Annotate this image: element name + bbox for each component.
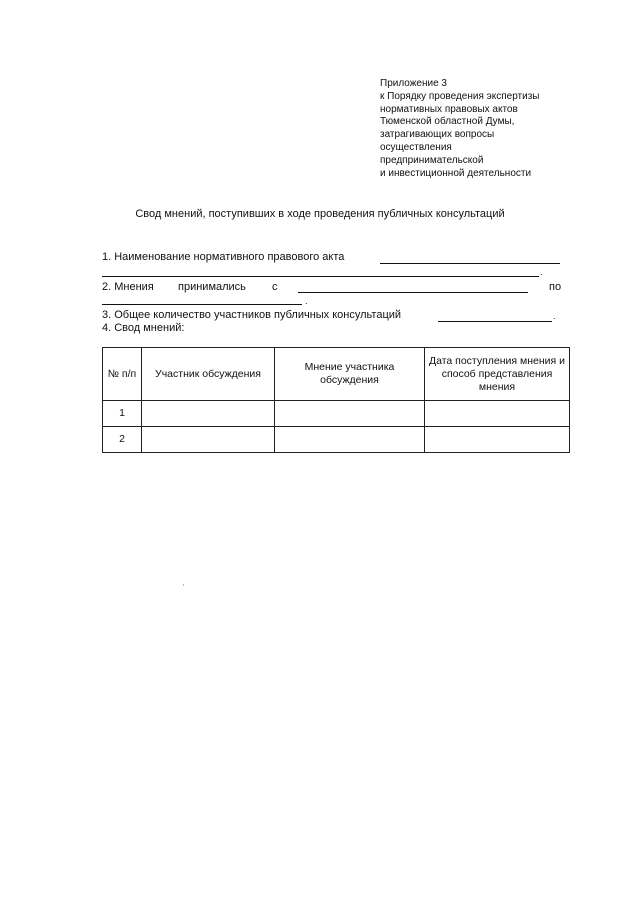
participant-cell[interactable]: [142, 427, 275, 453]
appendix-line: предпринимательской: [380, 154, 484, 166]
item-2-from: с: [272, 281, 278, 293]
row-number: 1: [103, 401, 142, 427]
period-mark: .: [553, 311, 556, 321]
row-number: 2: [103, 427, 142, 453]
opinions-table: [102, 347, 570, 453]
participant-cell[interactable]: [142, 401, 275, 427]
header-participant: Участник обсуждения: [142, 348, 275, 401]
header-opinion: Мнение участника обсуждения: [275, 348, 425, 401]
period-mark: .: [305, 296, 308, 306]
appendix-line: Приложение 3: [380, 78, 447, 89]
appendix-line: и инвестиционной деятельности: [380, 167, 532, 179]
item-4-label: 4. Свод мнений:: [102, 322, 185, 334]
date-to-blank[interactable]: [102, 304, 302, 305]
item-3-label: 3. Общее количество участников публичных консультаций: [102, 309, 402, 321]
period-mark: .: [540, 267, 543, 277]
document-title: Свод мнений, поступивших в ходе проведения публичных консультаций: [135, 208, 505, 220]
item-1-label: 1. Наименование нормативного правового акта: [102, 251, 345, 263]
header-number: № п/п: [103, 348, 142, 401]
header-date-method: Дата поступления мнения и способ представления мнения: [425, 348, 570, 401]
date-method-cell[interactable]: [425, 401, 570, 427]
appendix-block: [380, 78, 580, 180]
scan-speck: [183, 584, 184, 586]
table-header-row: [103, 348, 570, 401]
appendix-line: к Порядку проведения экспертизы: [380, 90, 540, 102]
date-from-blank[interactable]: [298, 292, 528, 293]
item-2-label: 2. Мнения: [102, 281, 154, 293]
table-row: [103, 427, 570, 453]
appendix-line: нормативных правовых актов: [380, 103, 518, 115]
appendix-line: Тюменской областной Думы,: [380, 116, 515, 128]
item-2-to: по: [549, 281, 562, 293]
table-row: [103, 401, 570, 427]
act-name-blank-2[interactable]: [102, 276, 539, 277]
date-method-cell[interactable]: [425, 427, 570, 453]
act-name-blank[interactable]: [380, 263, 560, 264]
participants-count-blank[interactable]: [438, 321, 552, 322]
appendix-line: затрагивающих вопросы: [380, 129, 495, 141]
opinion-cell[interactable]: [275, 427, 425, 453]
opinion-cell[interactable]: [275, 401, 425, 427]
appendix-line: осуществления: [380, 141, 452, 153]
item-2-word: принимались: [178, 281, 246, 293]
